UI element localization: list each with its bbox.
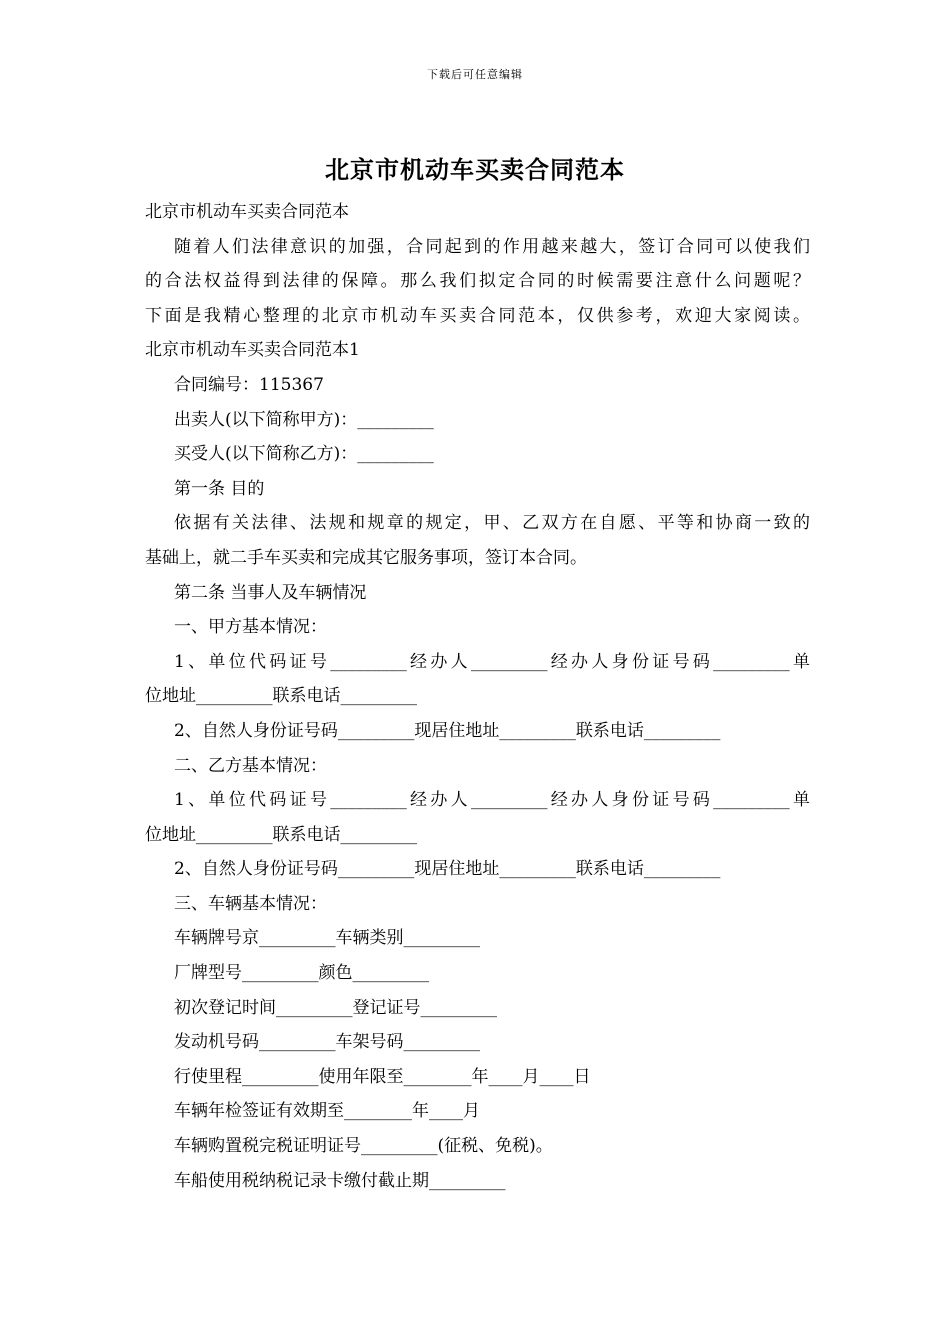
paragraph-line: 1、单位代码证号_________经办人_________经办人身份证号码_________单 bbox=[174, 651, 810, 672]
paragraph-line: 二、乙方基本情况： bbox=[174, 755, 327, 776]
paragraph-line: 位地址_________联系电话_________ bbox=[145, 824, 417, 845]
paragraph-line: 车辆购置税完税证明证号_________(征税、免税)。 bbox=[174, 1136, 553, 1157]
document-title: 北京市机动车买卖合同范本 bbox=[325, 155, 625, 184]
paragraph-line: 依据有关法律、法规和规章的规定，甲、乙双方在自愿、平等和协商一致的 bbox=[174, 513, 810, 534]
paragraph-line: 1、单位代码证号_________经办人_________经办人身份证号码_________单 bbox=[174, 790, 810, 811]
paragraph-line: 三、车辆基本情况： bbox=[174, 893, 327, 914]
paragraph-line: 厂牌型号_________颜色_________ bbox=[174, 963, 429, 984]
paragraph-line: 位地址_________联系电话_________ bbox=[145, 686, 417, 707]
paragraph-line: 北京市机动车买卖合同范本1 bbox=[145, 340, 360, 361]
paragraph-line: 第二条 当事人及车辆情况 bbox=[174, 582, 367, 603]
document-body bbox=[145, 195, 810, 1198]
paragraph-line: 行使里程_________使用年限至________年____月____日 bbox=[174, 1066, 591, 1087]
paragraph-line: 车辆牌号京_________车辆类别_________ bbox=[174, 928, 480, 949]
paragraph-line: 发动机号码_________车架号码_________ bbox=[174, 1032, 480, 1053]
paragraph-line: 2、自然人身份证号码_________现居住地址_________联系电话_________ bbox=[174, 859, 721, 880]
paragraph-line: 的合法权益得到法律的保障。那么我们拟定合同的时候需要注意什么问题呢？ bbox=[145, 271, 810, 292]
paragraph-line: 车船使用税纳税记录卡缴付截止期_________ bbox=[174, 1170, 506, 1191]
paragraph-line: 合同编号：115367 bbox=[174, 374, 324, 395]
paragraph-line: 买受人(以下简称乙方)：_________ bbox=[174, 444, 434, 465]
paragraph-line: 第一条 目的 bbox=[174, 478, 265, 499]
paragraph-line: 车辆年检签证有效期至________年____月 bbox=[174, 1101, 480, 1122]
paragraph-line: 随着人们法律意识的加强，合同起到的作用越来越大，签订合同可以使我们 bbox=[174, 236, 810, 257]
paragraph-line: 基础上，就二手车买卖和完成其它服务事项，签订本合同。 bbox=[145, 547, 587, 568]
paragraph-line: 初次登记时间_________登记证号_________ bbox=[174, 997, 497, 1018]
paragraph-line: 北京市机动车买卖合同范本 bbox=[145, 202, 349, 222]
paragraph-line: 下面是我精心整理的北京市机动车买卖合同范本，仅供参考，欢迎大家阅读。 bbox=[145, 305, 810, 326]
paragraph-line: 出卖人(以下简称甲方)：_________ bbox=[174, 409, 434, 430]
paragraph-line: 一、甲方基本情况： bbox=[174, 617, 327, 638]
paragraph-line: 2、自然人身份证号码_________现居住地址_________联系电话_________ bbox=[174, 720, 721, 741]
header-note: 下载后可任意编辑 bbox=[427, 68, 523, 81]
